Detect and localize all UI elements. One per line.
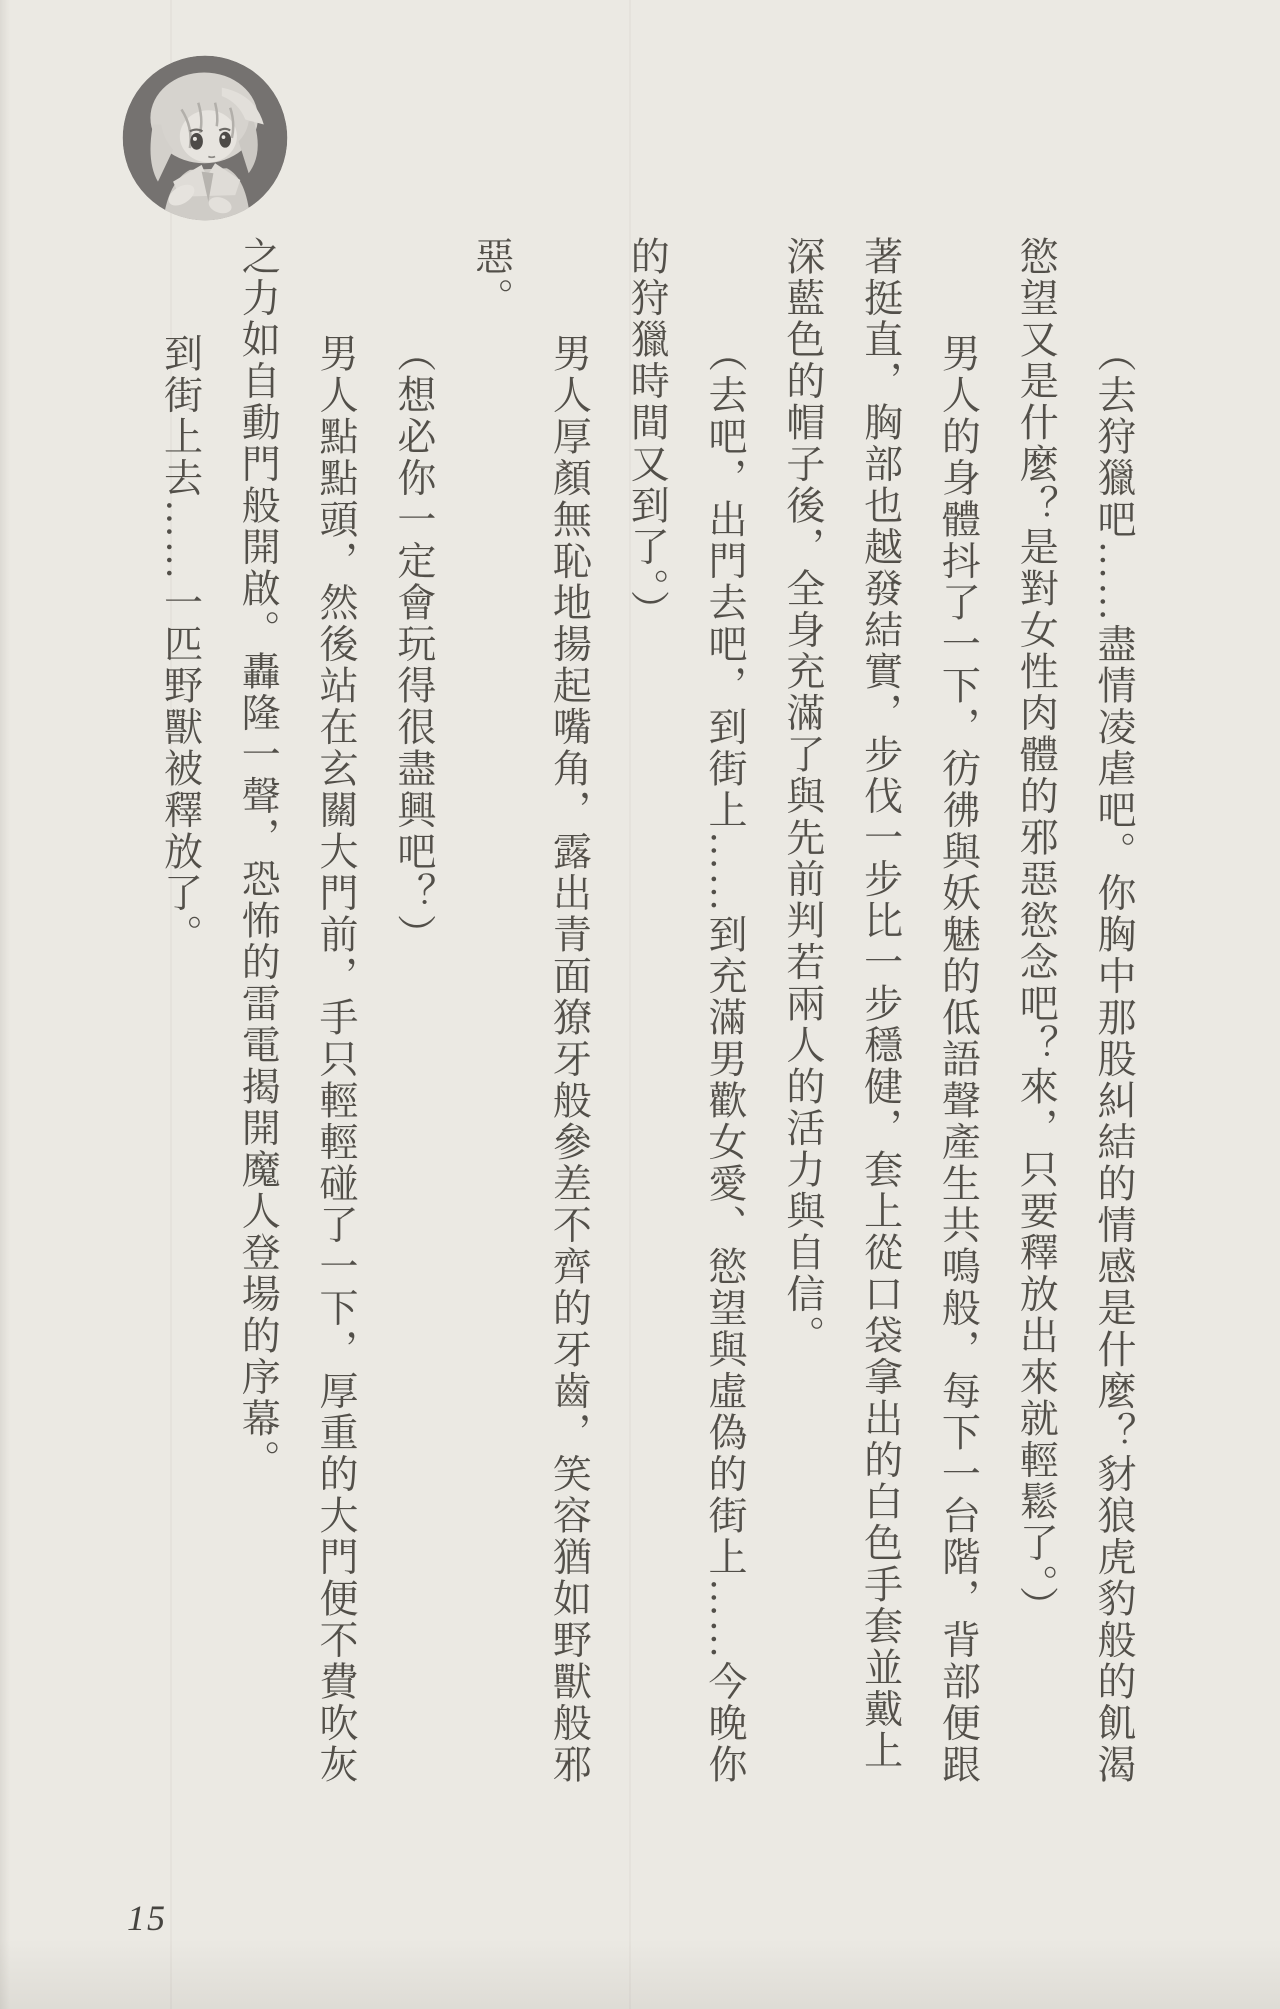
text-column: （去狩獵吧……盡情凌虐吧。你胸中那股糾結的情感是什麼？豺狼虎豹般的飢渴 bbox=[1092, 333, 1135, 1786]
text-column: 惡。 bbox=[469, 236, 513, 319]
text-column: 的狩獵時間又到了。） bbox=[625, 236, 669, 632]
page-number: 15 bbox=[127, 1898, 167, 1938]
text-column: 男人點點頭，然後站在玄關大門前，手只輕輕碰了一下，厚重的大門便不費吹灰 bbox=[314, 333, 358, 1786]
bottom-edge-shadow bbox=[0, 1939, 1280, 2009]
text-column: 著挺直，胸部也越發結實，步伐一步比一步穩健，套上從口袋拿出的白色手套並戴上 bbox=[858, 236, 902, 1772]
character-vignette-illustration bbox=[121, 54, 289, 222]
text-column: 慾望又是什麼？是對女性肉體的邪惡慾念吧？來，只要釋放出來就輕鬆了。） bbox=[1014, 236, 1058, 1628]
text-column: 之力如自動門般開啟。轟隆一聲，恐怖的雷電揭開魔人登場的序幕。 bbox=[236, 236, 280, 1481]
vertical-text-block bbox=[141, 236, 1152, 1866]
text-column: 男人的身體抖了一下，彷彿與妖魅的低語聲產生共鳴般，每下一台階，背部便跟 bbox=[936, 333, 980, 1786]
text-column: 深藍色的帽子後，全身充滿了與先前判若兩人的活力與自信。 bbox=[780, 236, 824, 1357]
text-column: （去吧，出門去吧，到街上……到充滿男歡女愛、慾望與虛偽的街上……今晚你 bbox=[703, 333, 747, 1786]
text-column: （想必你一定會玩得很盡興吧？） bbox=[391, 333, 435, 956]
text-column: 到街上去……一匹野獸被釋放了。 bbox=[158, 333, 202, 956]
left-edge-shadow bbox=[0, 0, 10, 2009]
text-column: 男人厚顏無恥地揚起嘴角，露出青面獠牙般參差不齊的牙齒，笑容猶如野獸般邪 bbox=[547, 333, 591, 1786]
